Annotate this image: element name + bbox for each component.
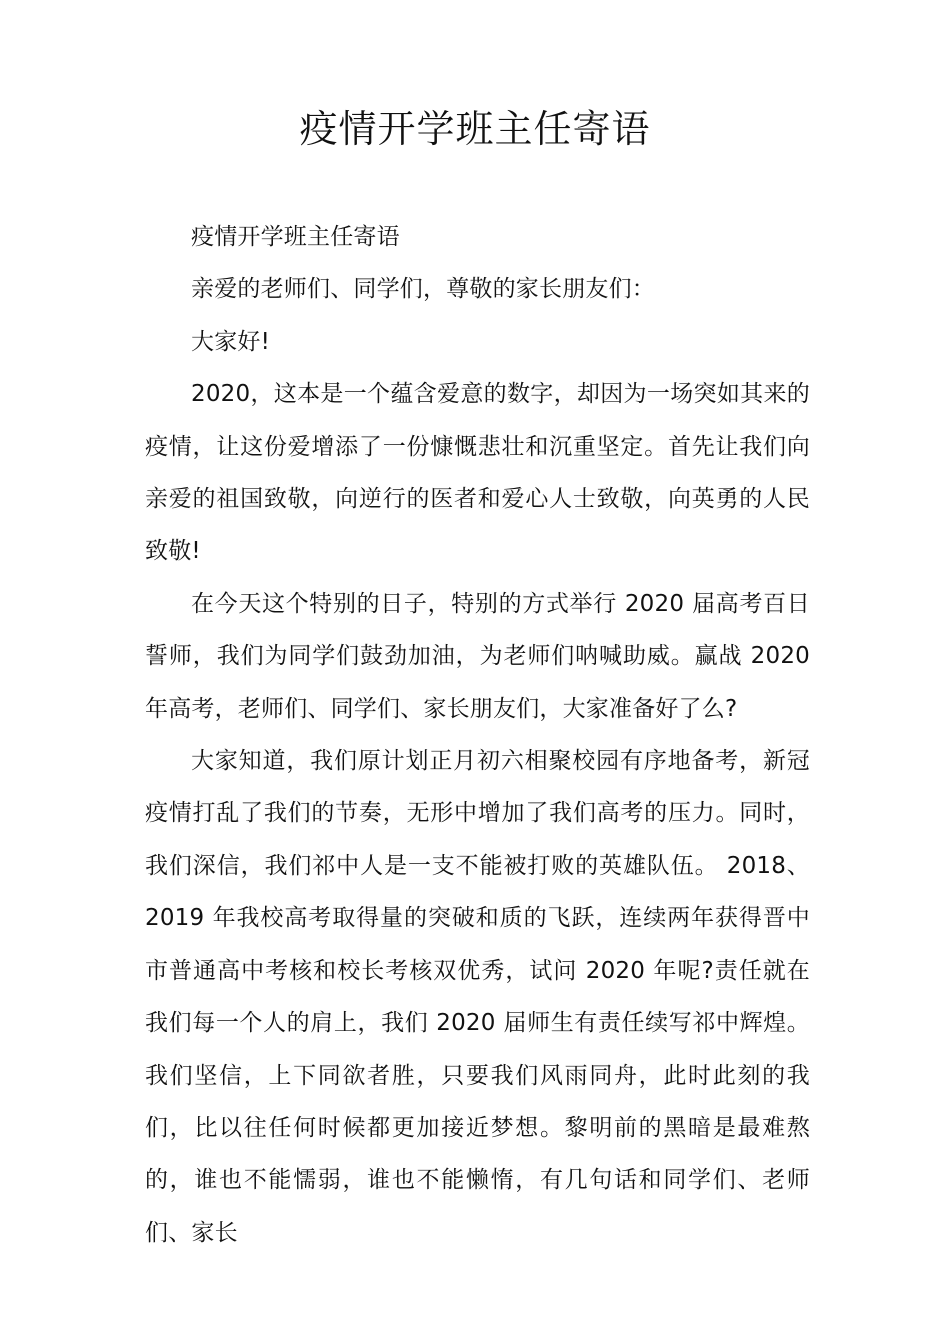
paragraph-subtitle: 疫情开学班主任寄语 [191, 224, 400, 250]
document-body [145, 211, 810, 1259]
paragraph-main: 大家知道，我们原计划正月初六相聚校园有序地备考，新冠疫情打乱了我们的节奏，无形中增加了我们高考的压力。同时，我们深信，我们祁中人是一支不能被打败的英雄队伍。 2018、2019 年我校高考取得量的突破和质的飞跃，连续两年获得晋中市普通高中考核和校长考核双优秀，试问 2020 年呢?责任就在我们每一个人的肩上，我们 2020 届师生有责任续写祁中辉煌。我们坚信，上下同欲者胜，只要我们风雨同舟，此时此刻的我们，比以往任何时候都更加接近梦想。黎明前的黑暗是最难熬的，谁也不能懦弱，谁也不能懒惰，有几句话和同学们、老师们、家长 [145, 748, 810, 1246]
paragraph-salutation: 亲爱的老师们、同学们，尊敬的家长朋友们： [191, 276, 655, 303]
paragraph-greeting: 大家好! [191, 328, 271, 355]
paragraph-intro: 2020，这本是一个蕴含爱意的数字，却因为一场突如其来的疫情，让这份爱增添了一份慷慨悲壮和沉重坚定。首先让我们向亲爱的祖国致敬，向逆行的医者和爱心人士致敬，向英勇的人民致敬! [145, 381, 810, 565]
paragraph-ceremony: 在今天这个特别的日子，特别的方式举行 2020 届高考百日誓师，我们为同学们鼓劲加油，为老师们呐喊助威。赢战 2020 年高考，老师们、同学们、家长朋友们，大家准备好了么? [145, 590, 810, 722]
document-title: 疫情开学班主任寄语 [299, 107, 651, 151]
